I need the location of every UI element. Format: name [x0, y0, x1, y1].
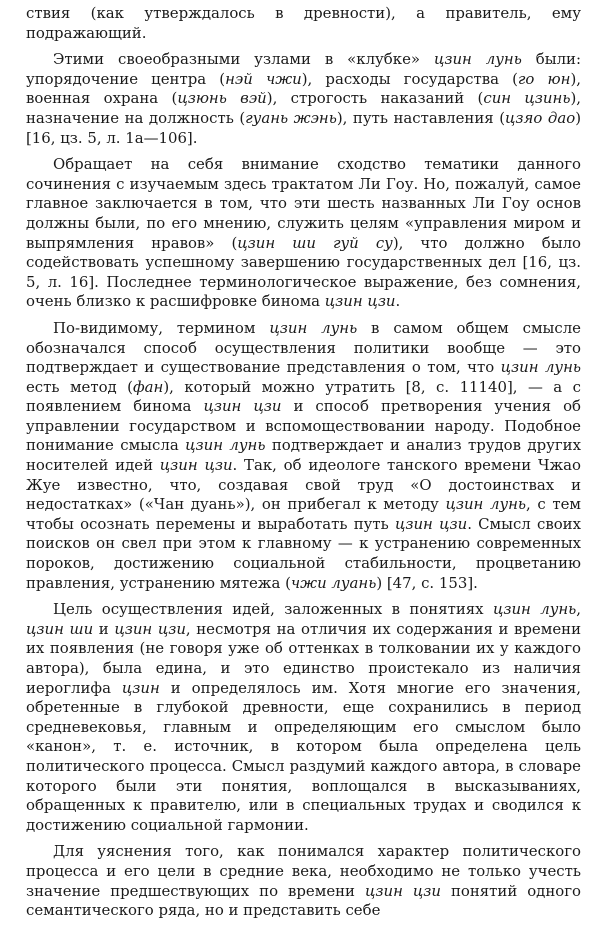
text-run: , несмотря на отличия их содержания и времени их появления (не говоря уже об оттенках в толковании их у каждого автора), была едина, и это единство проистекало из наличия иероглифа: [26, 619, 581, 697]
text-run: ствия (как утверждалось в древности), а правитель, ему подражающий.: [26, 4, 581, 42]
text-run: Цель осуществления идей, заложенных в понятиях: [53, 600, 493, 619]
term-italic: цзин лунь: [269, 318, 358, 337]
term-italic: гуань жэнь: [245, 108, 337, 127]
term-italic: цзин лунь: [492, 600, 577, 619]
text-run: ), назначение на должность (: [26, 89, 581, 127]
text-run: и определялось им. Хотя многие его значения, обретенные в глубокой древности, еще сохранились в период средневековья, главным и определяющим его смыслом было «канон», т. е. источник, в котором была определена цель политического процесса. Смысл раздумий каждого автора, в словаре которого были эти понятия, воплощался в высказываниях, обращенных к правителю, или в специальных трудах и сводился к достижению социальной гармонии.: [26, 678, 581, 834]
book-page: [26, 4, 581, 921]
text-run: и: [93, 619, 115, 638]
text-run: ), который можно утратить [8, с. 11140], — а с появлением бинома: [26, 377, 581, 416]
text-run: ,: [576, 600, 581, 619]
term-italic: цзин: [121, 678, 160, 697]
text-run: ), путь наставления (: [336, 108, 506, 127]
term-italic: цзяо дао: [505, 108, 576, 127]
text-run: ), что должно было содействовать успешному завершению государственных дел [16, цз. 5, л. 16]. Последнее терминологическое выражение, без сомнения, очень близко к расшифровке бинома: [26, 233, 581, 311]
text-run: ), военная охрана (: [26, 69, 581, 108]
term-italic: цзин ши гуй су: [237, 233, 393, 252]
term-italic: цзин лунь: [500, 358, 581, 377]
term-italic: цзин лунь: [445, 495, 527, 514]
term-italic: цзин цзи: [364, 881, 441, 900]
term-italic: чжи луань: [290, 573, 377, 592]
text-run: .: [395, 292, 401, 311]
text-run: в самом общем смысле обозначался способ осуществления политики вообще — это подтверждает и существование представления о том, что: [26, 318, 581, 377]
term-italic: цзин цзи: [159, 456, 233, 475]
text-run: . Так, об идеологе танского времени Чжао Жуе известно, что, создавая свой труд «О достоинствах и недостатках» («Чан дуань»), он прибегал к методу: [26, 456, 581, 514]
term-italic: син цзинь: [483, 89, 571, 108]
text-run: . Смысл своих поисков он свел при этом к главному — к устранению современных пороков, достижению социальной стабильности, процветанию правления, устранению мятежа (: [26, 514, 581, 592]
text-run: есть метод (: [26, 377, 133, 396]
paragraph: [26, 155, 581, 312]
text-run: подтверждает и анализ трудов других носителей идей: [26, 436, 581, 475]
text-run: ), строгость наказаний (: [266, 89, 484, 108]
term-italic: цзин цзи: [324, 292, 396, 311]
term-italic: цзюнь вэй: [177, 89, 267, 108]
text-run: были: упорядочение центра (: [26, 50, 581, 88]
term-italic: нэй чжи: [225, 69, 302, 88]
paragraph: [26, 50, 581, 148]
text-run: ) [16, цз. 5, л. 1а—106].: [26, 108, 581, 147]
term-italic: цзин лунь: [185, 436, 266, 455]
term-italic: цзин ши: [26, 619, 94, 638]
term-italic: го юн: [517, 69, 571, 88]
term-italic: цзин цзи: [394, 514, 468, 533]
text-run: ) [47, с. 153].: [376, 573, 478, 592]
term-italic: цзин цзи: [203, 397, 282, 416]
text-run: и способ претворения учения об управлении государством и вспомоществовании народу. Подобное понимание смысла: [26, 397, 582, 455]
text-run: Обращает на себя внимание сходство тематики данного сочинения с изучаемым здесь трактатом Ли Гоу. Но, пожалуй, самое главное заключается в том, что эти шесть названных Ли Гоу основ должны были, по его мнению, служить целям «управления миром и выпрямления нравов» (: [26, 155, 581, 252]
term-italic: цзин цзи: [114, 619, 186, 638]
paragraph: [26, 842, 581, 920]
paragraph: [26, 600, 581, 835]
text-run: , с тем чтобы осознать перемены и выработать путь: [26, 495, 581, 533]
text-run: По-видимому, термином: [53, 318, 270, 337]
text-run: Для уяснения того, как понимался характер политического процесса и его цели в средние века, необходимо не только учесть значение предшествующих по времени: [26, 842, 581, 900]
text-run: понятий одного семантического ряда, но и представить себе: [26, 881, 582, 920]
paragraph: [26, 4, 581, 43]
term-italic: фан: [133, 377, 164, 396]
paragraph: [26, 319, 581, 593]
term-italic: цзин лунь: [433, 50, 522, 69]
text-run: ), расходы государства (: [301, 69, 518, 88]
text-run: Этими своеобразными узлами в «клубке»: [53, 50, 434, 69]
